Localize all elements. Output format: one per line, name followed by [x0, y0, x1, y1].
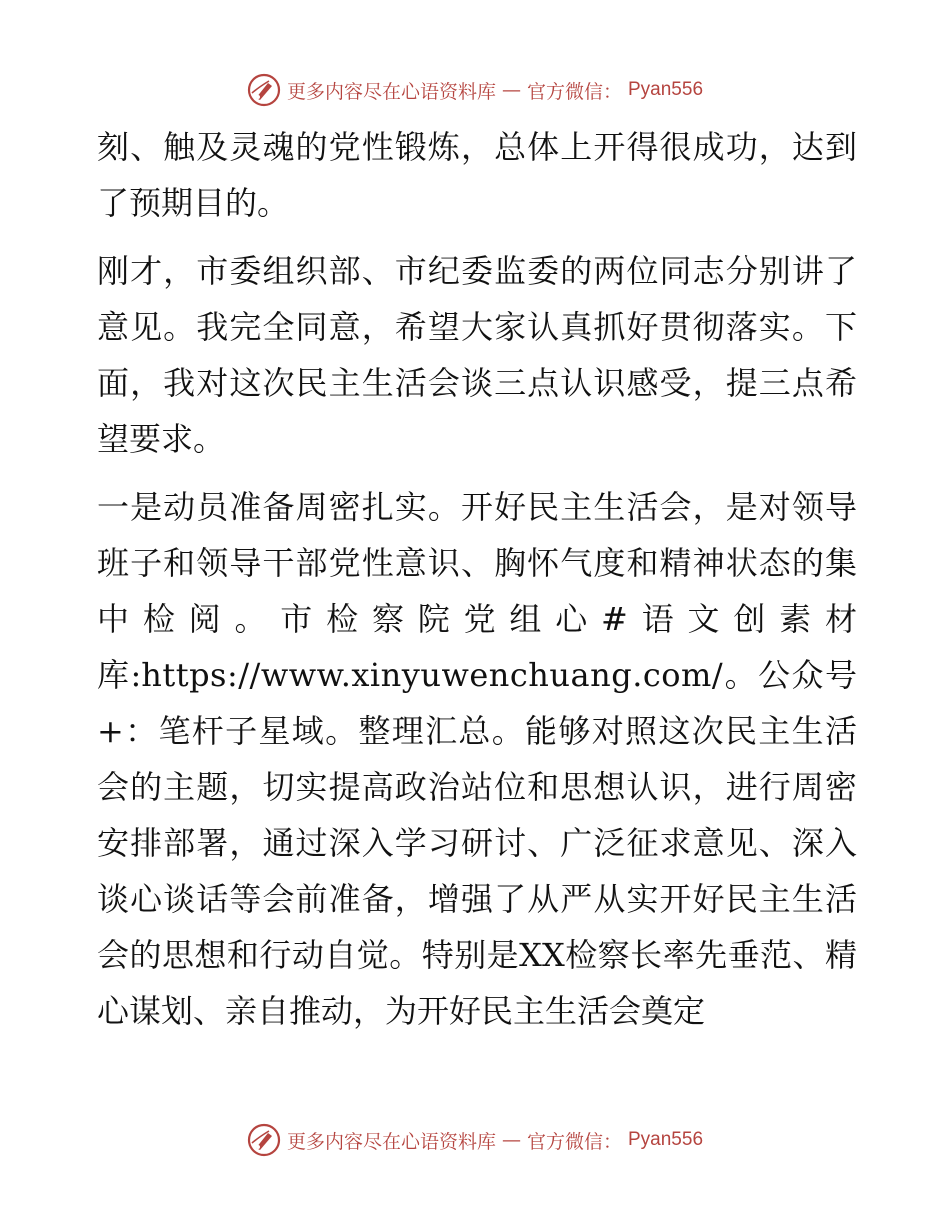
header-wechat-label: 官方微信： [526, 80, 622, 103]
pen-nib-logo-icon [247, 1123, 281, 1157]
footer-banner [0, 1120, 950, 1160]
document-body [97, 119, 857, 1051]
paragraph-1: 刻、触及灵魂的党性锻炼，总体上开得很成功，达到了预期目的。 [97, 128, 857, 222]
paragraph-3-rest: 。公众号+：笔杆子星域。整理汇总。能够对照这次民主生活会的主题，切实提高政治站位和思想认识，进行周密安排部署，通过深入学习研讨、广泛征求意见、深入谈心谈话等会前准备，增强了从严从实开好民主生活会的思想和行动自觉。特别是XX检察长率先垂范、精心谋划、亲自推动，为开好民主生活会奠定 [97, 656, 857, 1030]
footer-wechat-id: Pyan556 [628, 1129, 704, 1150]
footer-separator: — [501, 1129, 521, 1151]
pen-nib-logo-icon [247, 73, 281, 107]
header-wechat-id: Pyan556 [628, 79, 704, 100]
paragraph-3-intro: 一是动员准备周密扎实。开好民主生活会，是对领导班子和领导干部党性意识、胸怀气度和精神状态的集中检阅。市检察院党组心#语文创素材库: [97, 488, 857, 694]
footer-wechat-label: 官方微信： [526, 1130, 622, 1153]
header-separator: — [501, 79, 521, 101]
header-promo-text: 更多内容尽在心语资料库 [286, 80, 496, 103]
header-banner [0, 70, 950, 110]
paragraph-2: 刚才，市委组织部、市纪委监委的两位同志分别讲了意见。我完全同意，希望大家认真抓好贯彻落实。下面，我对这次民主生活会谈三点认识感受，提三点希望要求。 [97, 252, 857, 458]
paragraph-3 [97, 479, 857, 1039]
paragraph-3-url: https://www.xinyuwenchuang.com/ [141, 656, 724, 694]
footer-promo-text: 更多内容尽在心语资料库 [286, 1130, 496, 1153]
